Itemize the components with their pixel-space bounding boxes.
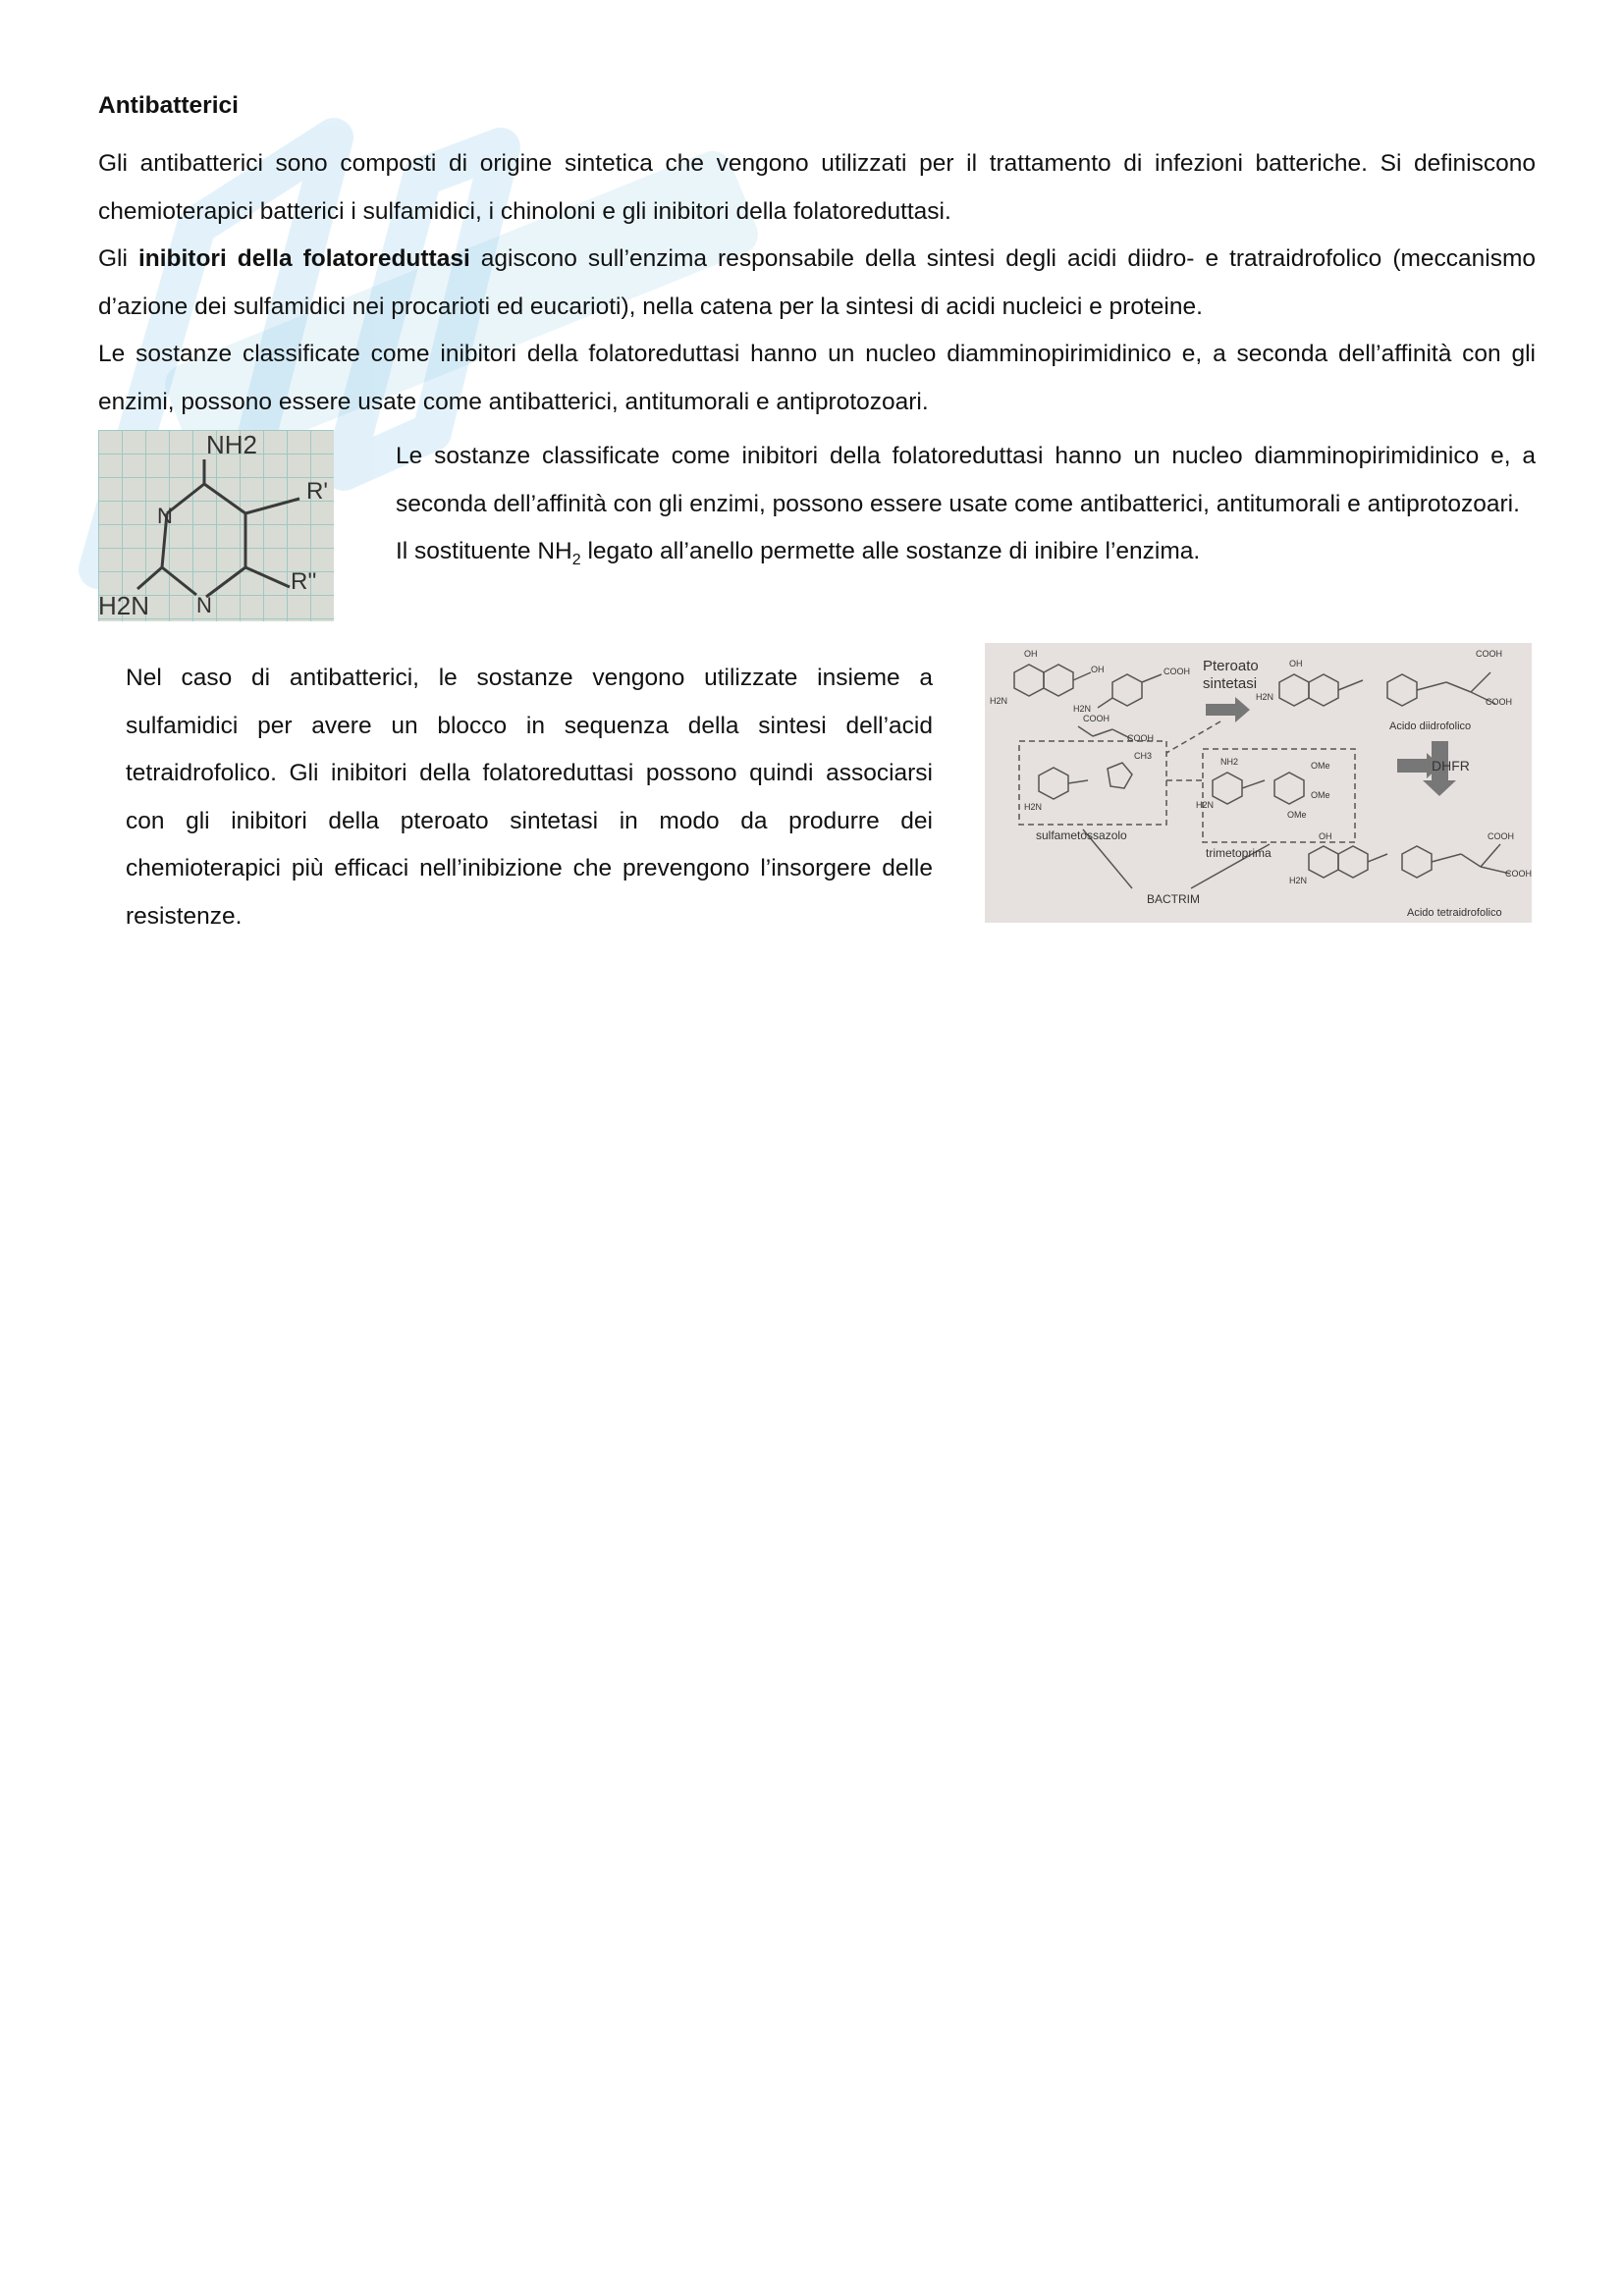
cooh-label-3: COOH (1486, 697, 1512, 707)
sulfametossazolo-label: sulfametossazolo (1036, 828, 1127, 842)
diidrofolico-label: Acido diidrofolico (1389, 721, 1472, 732)
bactrim-pathway-diagram (985, 643, 1532, 923)
h2n-label-5: H2N (1196, 800, 1215, 810)
ome-label-3: OMe (1287, 810, 1307, 820)
r2-label: R'' (291, 568, 317, 595)
ch3-label: CH3 (1134, 751, 1153, 761)
dhfr-label: DHFR (1432, 758, 1470, 774)
h2n-label-3: H2N (1256, 692, 1274, 702)
section-heading: Antibatterici (98, 92, 239, 119)
tetraidrofolico-label: Acido tetraidrofolico (1407, 907, 1502, 919)
side-text-block (396, 433, 1536, 584)
paragraph-inibitori-suffix: agiscono sull’enzima responsabile della sintesi degli acidi diidro- e tratraidrofolico (meccanismo d’azione dei sulfamidici nei procarioti ed eucarioti), nella catena per la sintesi di acidi nucleici e proteine. (98, 245, 1536, 320)
paragraph-sostanze: Le sostanze classificate come inibitori della folatoreduttasi hanno un nucleo diamminopirimidinico e, a seconda dell’affinità con gli enzimi, possono essere usate come antibatterici, antitumorali e antiprotozoari. (98, 341, 1536, 415)
diaminopyrimidine-structure (98, 430, 334, 621)
paragraph-inibitori-bold: inibitori della folatoreduttasi (137, 245, 470, 272)
side-nh2-prefix: Il sostituente NH (396, 538, 572, 564)
side-nh2-subscript: 2 (571, 551, 581, 568)
h2n-label-2: H2N (1073, 704, 1092, 714)
cooh-label-6: COOH (1488, 831, 1514, 841)
paragraph-associazione: Nel caso di antibatterici, le sostanze vengono utilizzate insieme a sulfamidici per avere un blocco in sequenza della sintesi dell’acid tetraidrofolico. Gli inibitori della folatoreduttasi possono quindi associarsi con gli inibitori della pteroato sintetasi in modo da produrre dei chemioterapici più efficaci nell’inibizione che prevengono l’insorgere delle resistenze. (126, 665, 933, 930)
oh-label-2: OH (1091, 665, 1105, 674)
cooh-label-4: COOH (1083, 714, 1110, 723)
bactrim-label: BACTRIM (1147, 892, 1200, 906)
cooh-label-5: COOH (1127, 733, 1154, 743)
side-nh2-suffix: legato all’anello permette alle sostanze di inibire l’enzima. (580, 538, 1201, 564)
h2n-label-6: H2N (1289, 876, 1308, 885)
diaminopyrimidine-figure (98, 430, 334, 621)
oh-label-3: OH (1289, 659, 1303, 668)
ome-label-2: OMe (1311, 790, 1330, 800)
oh-label-1: OH (1024, 649, 1038, 659)
paragraph-inibitori-prefix: Gli (98, 245, 138, 272)
r1-label: R' (306, 478, 328, 505)
pteroato-label: Pteroato (1203, 658, 1259, 674)
h2n-label-4: H2N (1024, 802, 1043, 812)
h2n-label-1: H2N (990, 696, 1008, 706)
cooh-label-1: COOH (1164, 667, 1190, 676)
cooh-label-7: COOH (1505, 869, 1532, 879)
paragraph-inibitori (98, 236, 1536, 331)
sintetasi-label: sintetasi (1203, 675, 1258, 692)
side-paragraph: Le sostanze classificate come inibitori della folatoreduttasi hanno un nucleo diamminopirimidinico e, a seconda dell’affinità con gli enzimi, possono essere usate come antibatterici, antitumorali e antiprotozoari. (396, 443, 1536, 517)
paragraph-intro: Gli antibatterici sono composti di origine sintetica che vengono utilizzati per il trattamento di infezioni batteriche. Si definiscono chemioterapici batterici i sulfamidici, i chinoloni e gli inibitori della folatoreduttasi. (98, 150, 1536, 225)
n-label-bottom: N (196, 593, 212, 617)
h2n-label: H2N (98, 591, 150, 620)
nh2-label: NH2 (206, 430, 258, 459)
n-label-left: N (157, 504, 173, 528)
trimetoprima-label: trimetoprima (1206, 846, 1272, 860)
cooh-label-2: COOH (1476, 649, 1502, 659)
nh2-label-fig2: NH2 (1220, 757, 1239, 767)
side-paragraph-nh2 (396, 528, 1536, 584)
oh-label-4: OH (1319, 831, 1332, 841)
bactrim-pathway-figure (985, 643, 1532, 923)
ome-label-1: OMe (1311, 761, 1330, 771)
